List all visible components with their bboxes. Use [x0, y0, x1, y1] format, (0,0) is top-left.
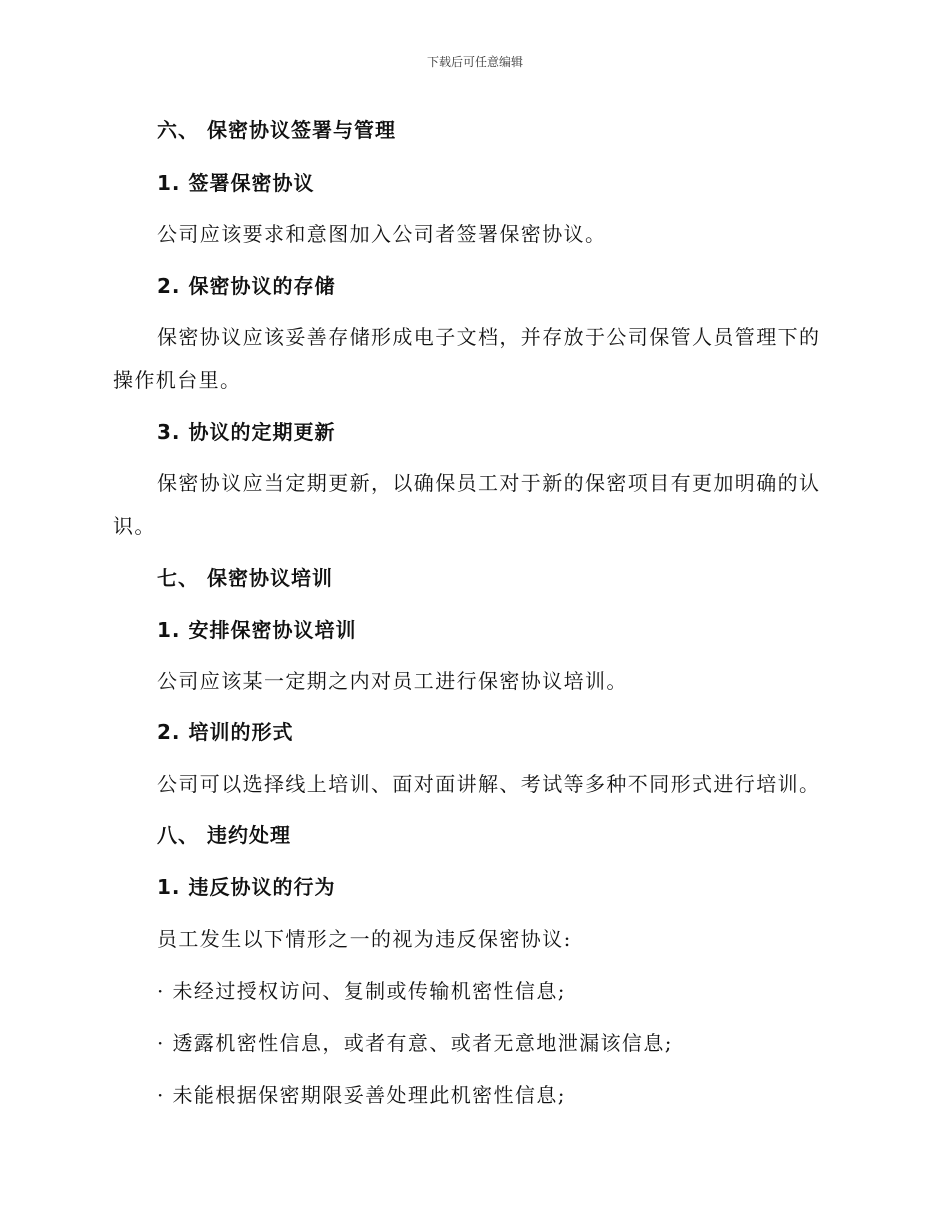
paragraph-continued: 识。 [113, 514, 156, 538]
subsection-heading: 2. 保密协议的存储 [157, 274, 336, 298]
section-title: 六、 保密协议签署与管理 [157, 118, 396, 142]
paragraph: 公司可以选择线上培训、面对面讲解、考试等多种不同形式进行培训。 [157, 772, 821, 796]
bullet-item: · 透露机密性信息，或者有意、或者无意地泄漏该信息; [157, 1031, 673, 1055]
page-header: 下载后可任意编辑 [426, 55, 523, 69]
paragraph: 保密协议应当定期更新，以确保员工对于新的保密项目有更加明确的认 [157, 471, 821, 495]
subsection-heading: 1. 签署保密协议 [157, 171, 315, 195]
subsection-heading: 3. 协议的定期更新 [157, 420, 336, 444]
bullet-item: · 未能根据保密期限妥善处理此机密性信息; [157, 1083, 566, 1107]
bullet-item: · 未经过授权访问、复制或传输机密性信息; [157, 979, 566, 1003]
section-title: 八、 违约处理 [157, 823, 291, 847]
section-title: 七、 保密协议培训 [157, 566, 333, 590]
paragraph: 保密协议应该妥善存储形成电子文档，并存放于公司保管人员管理下的 [157, 325, 821, 349]
paragraph: 公司应该要求和意图加入公司者签署保密协议。 [157, 222, 607, 246]
paragraph-continued: 操作机台里。 [113, 368, 242, 392]
subsection-heading: 1. 安排保密协议培训 [157, 618, 357, 642]
subsection-heading: 2. 培训的形式 [157, 720, 294, 744]
paragraph: 公司应该某一定期之内对员工进行保密协议培训。 [157, 669, 628, 693]
paragraph: 员工发生以下情形之一的视为违反保密协议: [157, 927, 572, 951]
subsection-heading: 1. 违反协议的行为 [157, 875, 336, 899]
